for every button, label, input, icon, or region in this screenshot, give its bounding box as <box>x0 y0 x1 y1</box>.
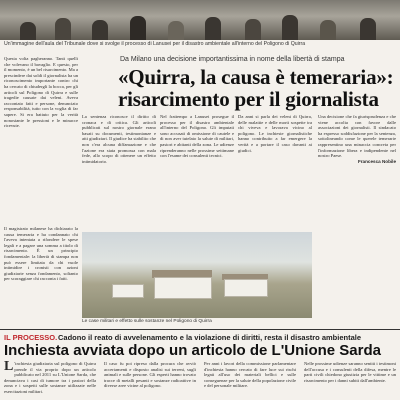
second-headline: Inchiesta avviata dopo un articolo de L'Unione Sarda <box>4 342 381 359</box>
drop-cap: L <box>4 361 14 374</box>
article-column-5: Da anni si parla dei veleni di Quirra, delle malattie e delle morti sospette tra chi viveva e lavorava vicino al poligono. Le inchieste giornalistiche hanno contribuito a far emergere la verità e a portare il caso davanti ai giudici. <box>238 114 312 153</box>
courtroom-photo <box>0 0 400 40</box>
section-divider <box>0 329 400 330</box>
article-headline: «Quirra, la causa è temeraria»: risarcimento per il giornalista <box>118 65 394 111</box>
article-column-1: Questa volta pagheranno. Tanti quelli che volevano il bavaglio. E questo, per il momento, è un bel risarcimento. Ma a prescindere dai soldi il giornalista ha un riconoscimento importante contro chi ha cercato di chiudergli la bocca, per gli articoli sul Poligono di Quirra e sulle tragedie causate dai veleni. Aveva raccontato fatti e persone, denunciato responsabilità, tutto con la voglia di far sapere. Si era battuto per la verità nonostante le pressioni e le minacce ricevute. <box>4 56 78 129</box>
bottom-column-2: Il caso fu poi ripreso dalla procura che avviò accertamenti e disposto analisi sui terreni, sugli animali e sulle persone. Gli esperti hanno trovato tracce di metalli pesanti e sostanze radioattive in diverse aree vicine al poligono. <box>104 361 196 389</box>
article-author: Francesca Nobile <box>357 158 396 164</box>
military-base-photo <box>82 232 312 318</box>
article-kicker: Da Milano una decisione importantissima in nome della libertà di stampa <box>120 56 345 63</box>
bottom-column-1: L 'inchiesta giudiziaria sul poligono di Quirra prende il via proprio dopo un articolo pubblicato nel 2011 su L'Unione Sarda, che denunciava i casi di tumore tra i pastori della zona e i sospetti sulle sostanze utilizzate nelle esercitazioni militari. <box>4 361 96 394</box>
article-column-3: La sentenza riconosce il diritto di cronaca e di critica. Gli articoli pubblicati sul nostro giornale erano basati su documenti, testimonianze e atti giudiziari. Il giudice ha stabilito che non c'era alcuna diffamazione e che l'azione era stata promossa con mala fede, allo scopo di ottenere un effetto intimidatorio. <box>82 114 156 164</box>
article-column-6: Una decisione che fa giurisprudenza e che viene accolta con favore dalle associazioni dei giornalisti. Il sindacato ha espresso soddisfazione per la sentenza, sottolineando come le querele temerarie rappresentino una minaccia concreta per l'informazione libera e indipendente nel nostro Paese. Francesca Nobile <box>318 114 396 164</box>
bottom-column-4: Nelle prossime udienze saranno sentiti i testimoni dell'accusa e i consulenti della difesa, mentre le parti civili chiedono giustizia per le vittime e un risarcimento per i danni subiti dall'ambiente. <box>304 361 396 383</box>
section-subtitle: Cadono il reato di avvelenamento e la violazione di diritti, resta il disastro ambientale <box>58 333 361 342</box>
article-column-4: Nel frattempo a Lanusei prosegue il processo per il disastro ambientale all'interno del Poligono. Gli imputati sono accusati di omissione di cautele e di non aver tutelato la salute di militari, pastori e abitanti della zona. Le udienze riprenderanno nelle prossime settimane con l'esame dei consulenti tecnici. <box>160 114 234 159</box>
mid-photo-caption: Le case militari e effetto sulle sostanze nel Poligono di Quirra <box>82 319 212 324</box>
top-photo-caption: Un'immagine dell'aula del Tribunale dove si svolge il processo di Lanusei per il disastro ambientale all'interno del Poligono di Quirra <box>4 41 306 47</box>
section-label: IL PROCESSO. <box>4 333 58 342</box>
article-column-2: Il magistrato milanese ha dichiarato la causa temeraria e ha condannato chi l'aveva intentata a rifondere le spese legali e a pagare una somma a titolo di risarcimento. È un principio fondamentale: la libertà di stampa non può essere limitata da chi vuole intimidire i cronisti con azioni giudiziarie senza fondamento, soltanto per scoraggiare chi racconta i fatti. <box>4 226 78 282</box>
bottom-column-3: Per anni i lavori della commissione parlamentare d'inchiesta hanno cercato di fare luce sui rischi legati all'uso dei materiali bellici e sulle conseguenze per la salute della popolazione civile e del personale militare. <box>204 361 296 389</box>
